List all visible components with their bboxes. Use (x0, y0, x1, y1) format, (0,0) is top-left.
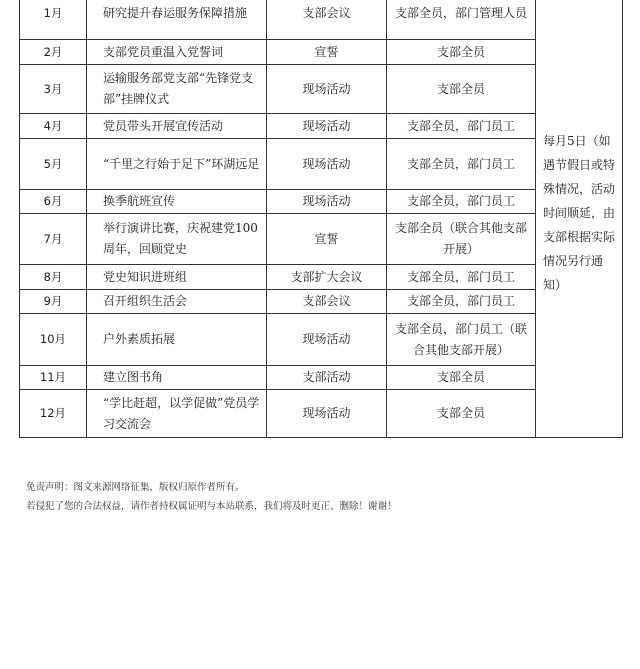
form-cell: 支部会议 (267, 0, 387, 40)
form-cell: 支部会议 (267, 290, 387, 314)
content-cell: “学比赶超，以学促做”党员学习交流会 (87, 390, 267, 438)
table-row (20, 366, 623, 390)
month-cell: 8月 (20, 265, 87, 290)
form-cell: 现场活动 (267, 390, 387, 438)
disclaimer-line-2: 若侵犯了您的合法权益，请作者持权属证明与本站联系，我们将及时更正、删除！谢谢！ (26, 501, 397, 512)
month-cell: 12月 (20, 390, 87, 438)
content-cell: 召开组织生活会 (87, 290, 267, 314)
scope-cell: 支部全员，部门员工 (387, 114, 536, 139)
month-cell: 5月 (20, 139, 87, 190)
table-row (20, 314, 623, 366)
month-cell: 10月 (20, 314, 87, 366)
scope-cell: 支部全员，部门员工（联合其他支部开展） (387, 314, 536, 366)
content-cell: 举行演讲比赛，庆祝建党100周年，回顾党史 (87, 214, 267, 265)
form-cell: 现场活动 (267, 314, 387, 366)
form-cell: 宣誓 (267, 40, 387, 65)
scope-cell: 支部全员，部门员工 (387, 265, 536, 290)
month-cell: 2月 (20, 40, 87, 65)
month-cell: 7月 (20, 214, 87, 265)
table-row (20, 265, 623, 290)
month-cell: 11月 (20, 366, 87, 390)
table-row (20, 114, 623, 139)
month-cell: 1月 (20, 0, 87, 40)
month-cell: 4月 (20, 114, 87, 139)
scope-cell: 支部全员，部门管理人员 (387, 0, 536, 40)
content-cell: 党员带头开展宣传活动 (87, 114, 267, 139)
table-row (20, 390, 623, 438)
form-cell: 现场活动 (267, 65, 387, 114)
scope-cell: 支部全员 (387, 390, 536, 438)
content-cell: 运输服务部党支部“先锋党支部”挂牌仪式 (87, 65, 267, 114)
content-cell: 支部党员重温入党誓词 (87, 40, 267, 65)
content-cell: “千里之行始于足下”环湖远足 (87, 139, 267, 190)
disclaimer-line-1: 免责声明：图文来源网络征集，版权归原作者所有。 (26, 482, 245, 493)
table-row (20, 65, 623, 114)
form-cell: 现场活动 (267, 114, 387, 139)
scope-cell: 支部全员（联合其他支部开展） (387, 214, 536, 265)
content-cell: 换季航班宣传 (87, 190, 267, 214)
table-row (20, 139, 623, 190)
month-cell: 3月 (20, 65, 87, 114)
form-cell: 支部扩大会议 (267, 265, 387, 290)
time-note: 每月5日（如遇节假日或特殊情况，活动时间顺延，由支部根据实际情况另行通知） (543, 133, 616, 292)
table-row (20, 190, 623, 214)
time-note-cell (536, 0, 623, 438)
form-cell: 宣誓 (267, 214, 387, 265)
table-row (20, 290, 623, 314)
content-cell: 户外素质拓展 (87, 314, 267, 366)
month-cell: 9月 (20, 290, 87, 314)
scope-cell: 支部全员 (387, 65, 536, 114)
disclaimer (26, 478, 397, 516)
form-cell: 现场活动 (267, 139, 387, 190)
form-cell: 支部活动 (267, 366, 387, 390)
scope-cell: 支部全员，部门员工 (387, 139, 536, 190)
table-row (20, 0, 623, 40)
scope-cell: 支部全员 (387, 40, 536, 65)
scope-cell: 支部全员，部门员工 (387, 190, 536, 214)
form-cell: 现场活动 (267, 190, 387, 214)
content-cell: 党史知识进班组 (87, 265, 267, 290)
content-cell: 建立图书角 (87, 366, 267, 390)
scope-cell: 支部全员，部门员工 (387, 290, 536, 314)
month-cell: 6月 (20, 190, 87, 214)
table-row (20, 40, 623, 65)
activity-schedule-table (19, 0, 623, 438)
table-row (20, 214, 623, 265)
scope-cell: 支部全员 (387, 366, 536, 390)
content-cell: 研究提升春运服务保障措施 (87, 0, 267, 40)
